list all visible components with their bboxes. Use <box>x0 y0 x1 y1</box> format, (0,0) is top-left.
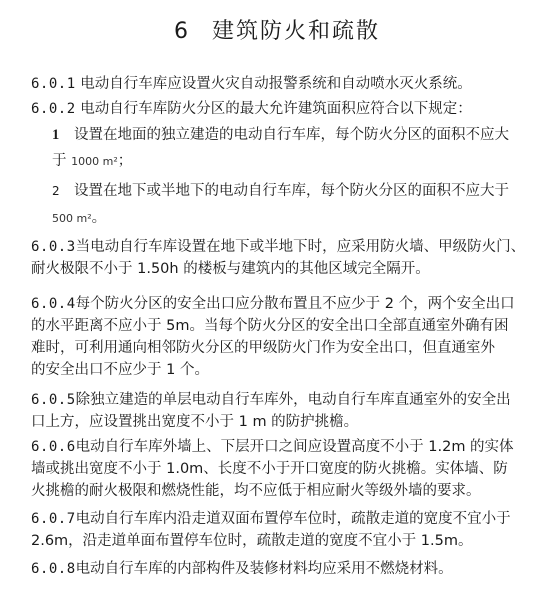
item-number: 1 <box>52 127 60 143</box>
clause-number: 6.0.2 <box>31 101 76 117</box>
clause-number: 6.0.5 <box>31 392 76 408</box>
clause-6-0-2-item-2 <box>52 180 532 202</box>
clause-6-0-2-item-2-cont <box>52 207 532 230</box>
clause-line: 的安全出口不应少于 1 个。 <box>31 362 209 378</box>
clause-6-0-8 <box>31 558 531 580</box>
clause-6-0-2-item-1 <box>52 124 532 146</box>
item-number: 2 <box>52 184 60 198</box>
chapter-title-text: 建筑防火和疏散 <box>211 19 380 44</box>
clause-line: 的水平距离不应小于 5m。当每个防火分区的安全出口全部直通室外确有困 <box>31 318 509 334</box>
clause-number: 6.0.8 <box>31 561 76 577</box>
clause-6-0-6 <box>31 436 531 502</box>
clause-text: 电动自行车库应设置火灾自动报警系统和自动喷水灭火系统。 <box>80 76 472 92</box>
clause-line: 口上方，应设置挑出宽度不小于 1 m 的防护挑檐。 <box>31 414 359 430</box>
clause-line: 难时，可利用通向相邻防火分区的甲级防火门作为安全出口，但直通室外 <box>31 340 495 356</box>
clause-text: 电动自行车库防火分区的最大允许建筑面积应符合以下规定： <box>80 101 472 117</box>
item-text-prefix: 于 <box>52 153 67 169</box>
clause-6-0-1 <box>31 73 531 95</box>
area-value: 1000 m² <box>71 155 118 168</box>
clause-number: 6.0.7 <box>31 511 76 527</box>
clause-line: 电动自行车库外墙上、下层开口之间应设置高度不小于 1.2m 的实体 <box>75 439 514 455</box>
item-text-suffix: ； <box>117 153 133 169</box>
area-value: 500 m² <box>52 212 92 225</box>
item-text-suffix: 。 <box>91 210 107 226</box>
chapter-title <box>0 14 554 45</box>
clause-6-0-3 <box>31 236 531 280</box>
clause-line: 墙或挑出宽度不小于 1.0m、长度不小于开口宽度的防火挑檐。实体墙、防 <box>31 461 508 477</box>
clause-number: 6.0.6 <box>31 439 76 455</box>
clause-line: 当电动自行车库设置在地下或半地下时，应采用防火墙、甲级防火门、 <box>75 239 526 255</box>
clause-6-0-7 <box>31 508 531 552</box>
clause-line: 火挑檐的耐火极限和燃烧性能，均不应低于相应耐火等级外墙的要求。 <box>31 483 481 499</box>
chapter-number: 6 <box>173 19 190 44</box>
clause-line: 每个防火分区的安全出口应分散布置且不应少于 2 个，两个安全出口 <box>75 296 515 312</box>
clause-6-0-4 <box>31 293 531 381</box>
clause-line: 耐火极限不小于 1.50h 的楼板与建筑内的其他区域完全隔开。 <box>31 261 430 277</box>
clause-number: 6.0.4 <box>31 296 76 312</box>
clause-number: 6.0.3 <box>31 239 76 255</box>
clause-line: 2.6m，沿走道单面布置停车位时，疏散走道的宽度不宜小于 1.5m。 <box>31 533 473 549</box>
clause-6-0-5 <box>31 389 531 433</box>
item-text-line-1: 设置在地下或半地下的电动自行车库，每个防火分区的面积不应大于 <box>74 183 509 199</box>
clause-6-0-2-item-1-cont <box>52 150 532 173</box>
clause-line: 除独立建造的单层电动自行车库外，电动自行车库直通室外的安全出 <box>75 392 511 408</box>
clause-line: 电动自行车库内沿走道双面布置停车位时，疏散走道的宽度不宜小于 <box>75 511 511 527</box>
clause-line: 电动自行车库的内部构件及装修材料均应采用不燃烧材料。 <box>75 561 453 577</box>
clause-number: 6.0.1 <box>31 76 76 92</box>
clause-6-0-2 <box>31 98 531 120</box>
item-text-line-1: 设置在地面的独立建造的电动自行车库，每个防火分区的面积不应大 <box>74 127 509 143</box>
